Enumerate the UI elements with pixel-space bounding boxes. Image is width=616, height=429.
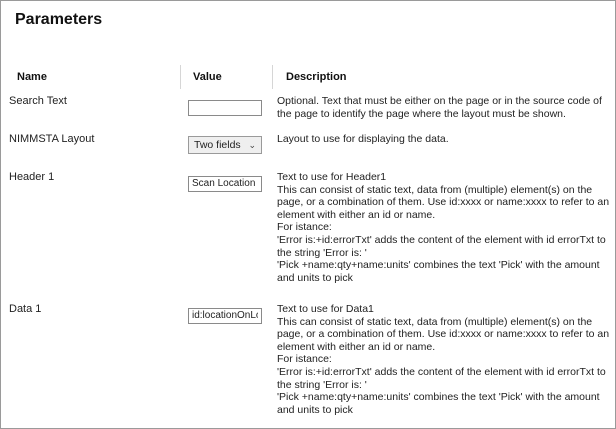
param-description-search-text [277,95,613,120]
description-line: Text to use for Data1 [277,303,374,315]
description-line: This can consist of static text, data from (multiple) element(s) on the page, or a combination of them. Use id:xxxx or name:xxxx to refer to an element with either an id or name. [277,315,610,353]
param-label-nimmsta-layout: NIMMSTA Layout [9,133,95,145]
description-line: Optional. Text that must be either on the page or in the source code of the page to identify the page where the layout must be shown. [277,95,602,120]
param-label-header-1: Header 1 [9,171,55,183]
param-label-data-1: Data 1 [9,303,42,315]
column-divider [180,65,181,89]
description-line: This can consist of static text, data from (multiple) element(s) on the page, or a combination of them. Use id:xxxx or name:xxxx to refer to an element with either an id or name. [277,183,610,221]
header-1-input[interactable] [188,176,262,192]
nimmsta-layout-select[interactable] [188,136,262,154]
column-header-name: Name [17,71,47,83]
description-line: Layout to use for displaying the data. [277,133,449,145]
description-line: 'Error is:+id:errorTxt' adds the content of the element with id errorTxt to the string 'Error is: ' [277,233,606,259]
description-line: For istance: [277,353,332,366]
column-header-value: Value [193,71,222,83]
param-label-search-text: Search Text [9,95,67,107]
description-line: 'Error is:+id:errorTxt' adds the content of the element with id errorTxt to the string 'Error is: ' [277,365,606,391]
select-value: Two fields [194,139,241,151]
param-description-data-1 [277,303,613,416]
description-line: 'Pick +name:qty+name:units' combines the text 'Pick' with the amount and units to pick [277,391,600,416]
chevron-down-icon: ⌄ [248,139,256,150]
column-divider [272,65,273,89]
description-line: 'Pick +name:qty+name:units' combines the text 'Pick' with the amount and units to pick [277,259,600,284]
description-line: Text to use for Header1 [277,171,387,183]
param-description-nimmsta-layout [277,133,613,146]
param-description-header-1 [277,171,613,284]
search-text-input[interactable] [188,100,262,116]
column-header-description: Description [286,71,347,83]
description-line: For istance: [277,221,332,234]
data-1-input[interactable] [188,308,262,324]
page-title: Parameters [15,11,103,28]
